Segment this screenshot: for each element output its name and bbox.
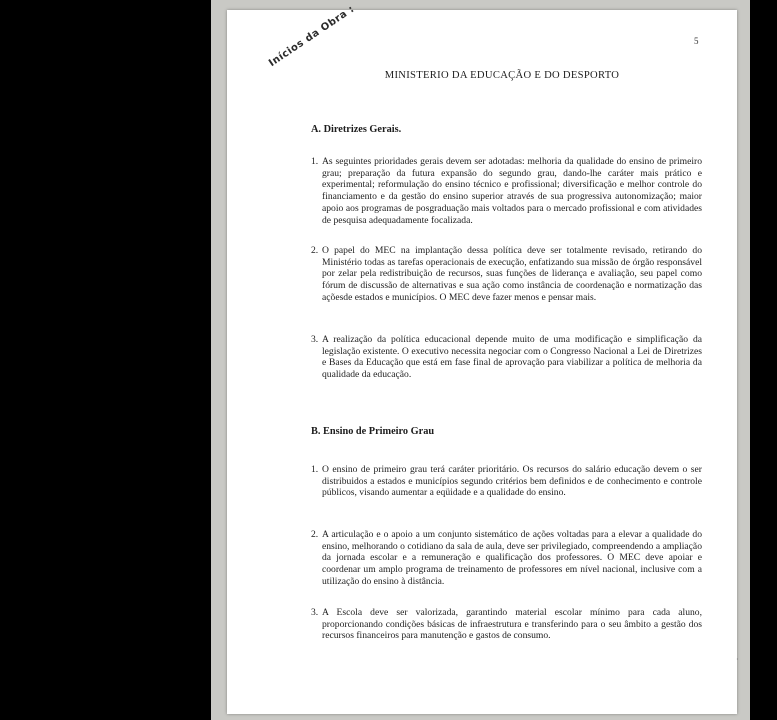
scan-mark: · [736, 655, 739, 664]
item-number: 1. [311, 464, 319, 475]
item-number: 3. [311, 607, 319, 618]
section-a-item-3 [311, 334, 702, 381]
section-b-item-2 [311, 529, 702, 588]
item-text: O papel do MEC na implantação dessa política deve ser totalmente revisado, retirando do Ministério todas as tarefas operacionais de execução, enfatizando sua missão de órgão responsável por zelar pela redistribuição de recursos, suas funções de liderança e avaliação, seu papel como fórum de discussão de alternativas e sua ação como instância de coordenação e normatização das açõesde estados e municípios. O MEC deve fazer menos e pensar mais. [322, 245, 702, 303]
item-text: A Escola deve ser valorizada, garantindo material escolar mínimo para cada aluno, proporcionando condições básicas de infraestrutura e transferindo para o seu âmbito a gestão dos recursos financeiros para manutenção e gastos de consumo. [322, 607, 702, 642]
handwritten-note: Inícios da Obra : [267, 3, 357, 70]
item-number: 2. [311, 245, 319, 256]
document-title: MINISTERIO DA EDUCAÇÃO E DO DESPORTO [384, 70, 620, 81]
section-heading-ensino-primeiro-grau: B. Ensino de Primeiro Grau [311, 426, 435, 437]
item-text: As seguintes prioridades gerais devem ser adotadas: melhoria da qualidade do ensino de primeiro grau; preparação da futura expansão do segundo grau, dando-lhe caráter mais prático e experimental; reformulação do ensino técnico e profissional; diversificação e melhor controle do financiamento e da gestão do ensino superior através de sua progressiva autonomização; maior apoio aos programas de posgraduação mais voltados para o mercado profissional e com atividades de pesquisa adequadamente focalizada. [322, 156, 702, 226]
section-a-item-1 [311, 156, 702, 226]
item-number: 3. [311, 334, 319, 345]
item-number: 2. [311, 529, 319, 540]
item-text: O ensino de primeiro grau terá caráter prioritário. Os recursos do salário educação devem o ser distribuidos a estados e municípios segundo critérios bem definidos e de conhecimento e controle públicos, visando aumentar a eqüidade e a qualidade do ensino. [322, 464, 702, 499]
section-a-item-2 [311, 245, 702, 304]
page-number: 5 [694, 36, 699, 46]
item-number: 1. [311, 156, 319, 167]
item-text: A articulação e o apoio a um conjunto sistemático de ações voltadas para a elevar a qualidade do ensino, melhorando o cotidiano da sala de aula, deve ser privilegiado, compreendendo a ampliação da jornada escolar e a remuneração e qualificação dos professores. O MEC deve apoiar e coordenar um amplo programa de treinamento de professores em nível nacional, inclusive com a utilização do ensino à distância. [322, 529, 702, 587]
page-frame [211, 0, 750, 720]
section-b-item-1 [311, 464, 702, 499]
item-text: A realização da política educacional depende muito de uma modificação e simplificação da legislação existente. O executivo necessita negociar com o Congresso Nacional a Lei de Diretrizes e Bases da Educação que está em fase final de aprovação para viabilizar a política de melhoria da qualidade da educação. [322, 334, 702, 381]
section-heading-diretrizes-gerais: A. Diretrizes Gerais. [311, 124, 402, 135]
page-content [227, 3, 739, 714]
document-page [227, 3, 739, 714]
section-b-item-3 [311, 607, 702, 642]
